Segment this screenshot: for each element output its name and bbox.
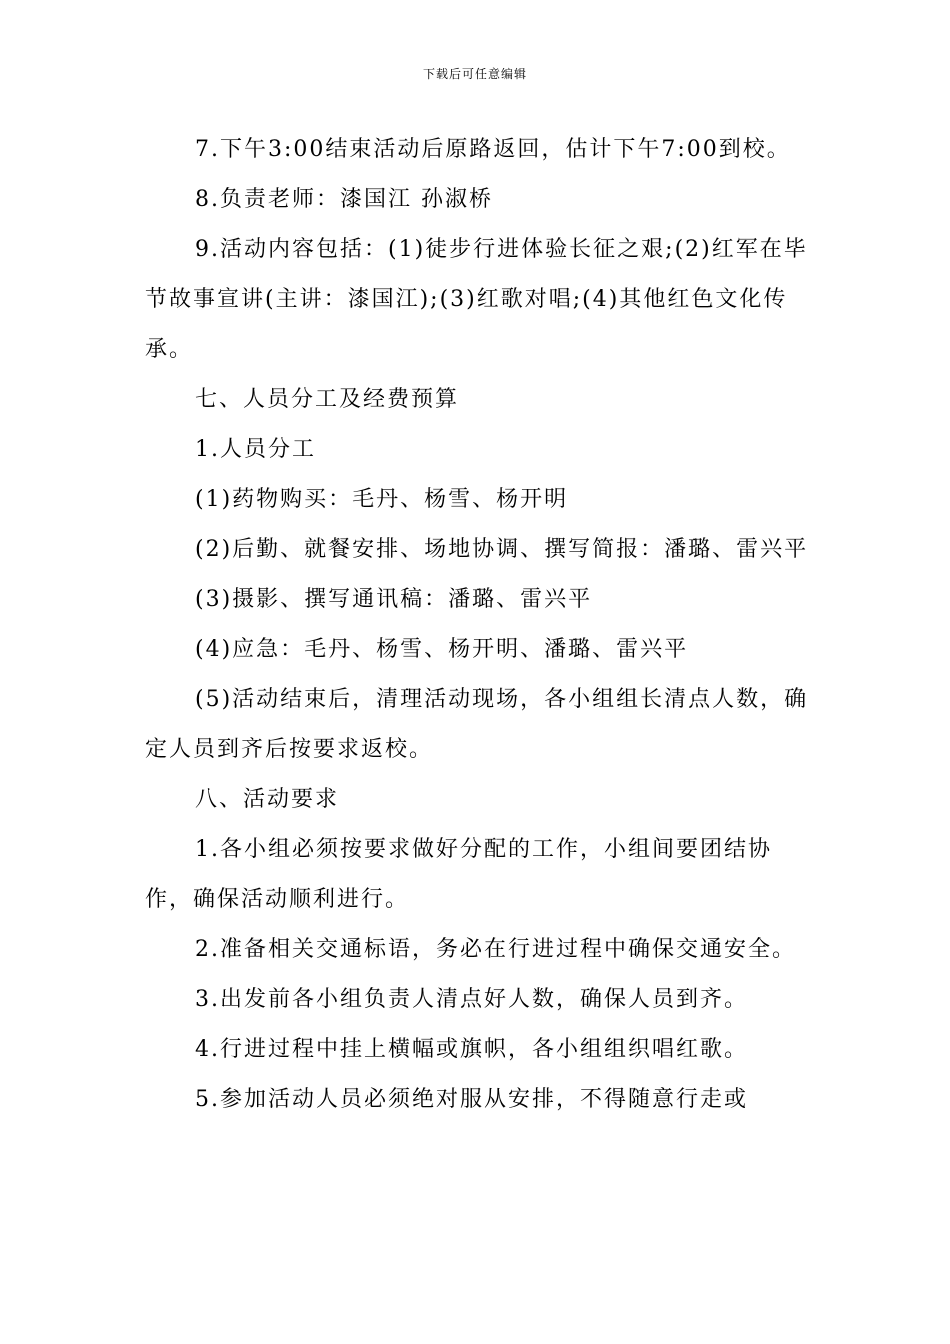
paragraph-requirement-2: 2.准备相关交通标语，务必在行进过程中确保交通安全。 (195, 937, 796, 962)
section-heading-staffing-budget: 七、人员分工及经费预算 (195, 387, 460, 412)
paragraph-logistics: (2)后勤、就餐安排、场地协调、撰写简报：潘璐、雷兴平 (195, 537, 809, 562)
paragraph-requirement-1: 1.各小组必须按要求做好分配的工作，小组间要团结协作，确保活动顺利进行。 (145, 837, 772, 912)
paragraph-activity-content: 9.活动内容包括：(1)徒步行进体验长征之艰;(2)红军在毕节故事宣讲(主讲：漆国江);(3)红歌对唱;(4)其他红色文化传承。 (145, 237, 808, 362)
paragraph-requirement-4: 4.行进过程中挂上横幅或旗帜，各小组组织唱红歌。 (195, 1037, 748, 1062)
page-header: 下载后可任意编辑 (422, 67, 527, 81)
section-heading-requirements: 八、活动要求 (195, 787, 340, 812)
document-body (145, 125, 815, 1125)
paragraph-medicine-purchase: (1)药物购买：毛丹、杨雪、杨开明 (195, 487, 569, 512)
paragraph-requirement-3: 3.出发前各小组负责人清点好人数，确保人员到齐。 (195, 987, 748, 1012)
paragraph-requirement-5: 5.参加活动人员必须绝对服从安排，不得随意行走或 (195, 1087, 748, 1112)
paragraph-staffing: 1.人员分工 (195, 437, 316, 462)
paragraph-cleanup: (5)活动结束后，清理活动现场，各小组组长清点人数，确定人员到齐后按要求返校。 (145, 687, 809, 762)
paragraph-photography: (3)摄影、撰写通讯稿：潘璐、雷兴平 (195, 587, 593, 612)
paragraph-emergency: (4)应急：毛丹、杨雪、杨开明、潘璐、雷兴平 (195, 637, 689, 662)
paragraph-teachers: 8.负责老师：漆国江 孙淑桥 (195, 187, 493, 212)
paragraph-return-time: 7.下午3:00结束活动后原路返回，估计下午7:00到校。 (195, 137, 791, 162)
